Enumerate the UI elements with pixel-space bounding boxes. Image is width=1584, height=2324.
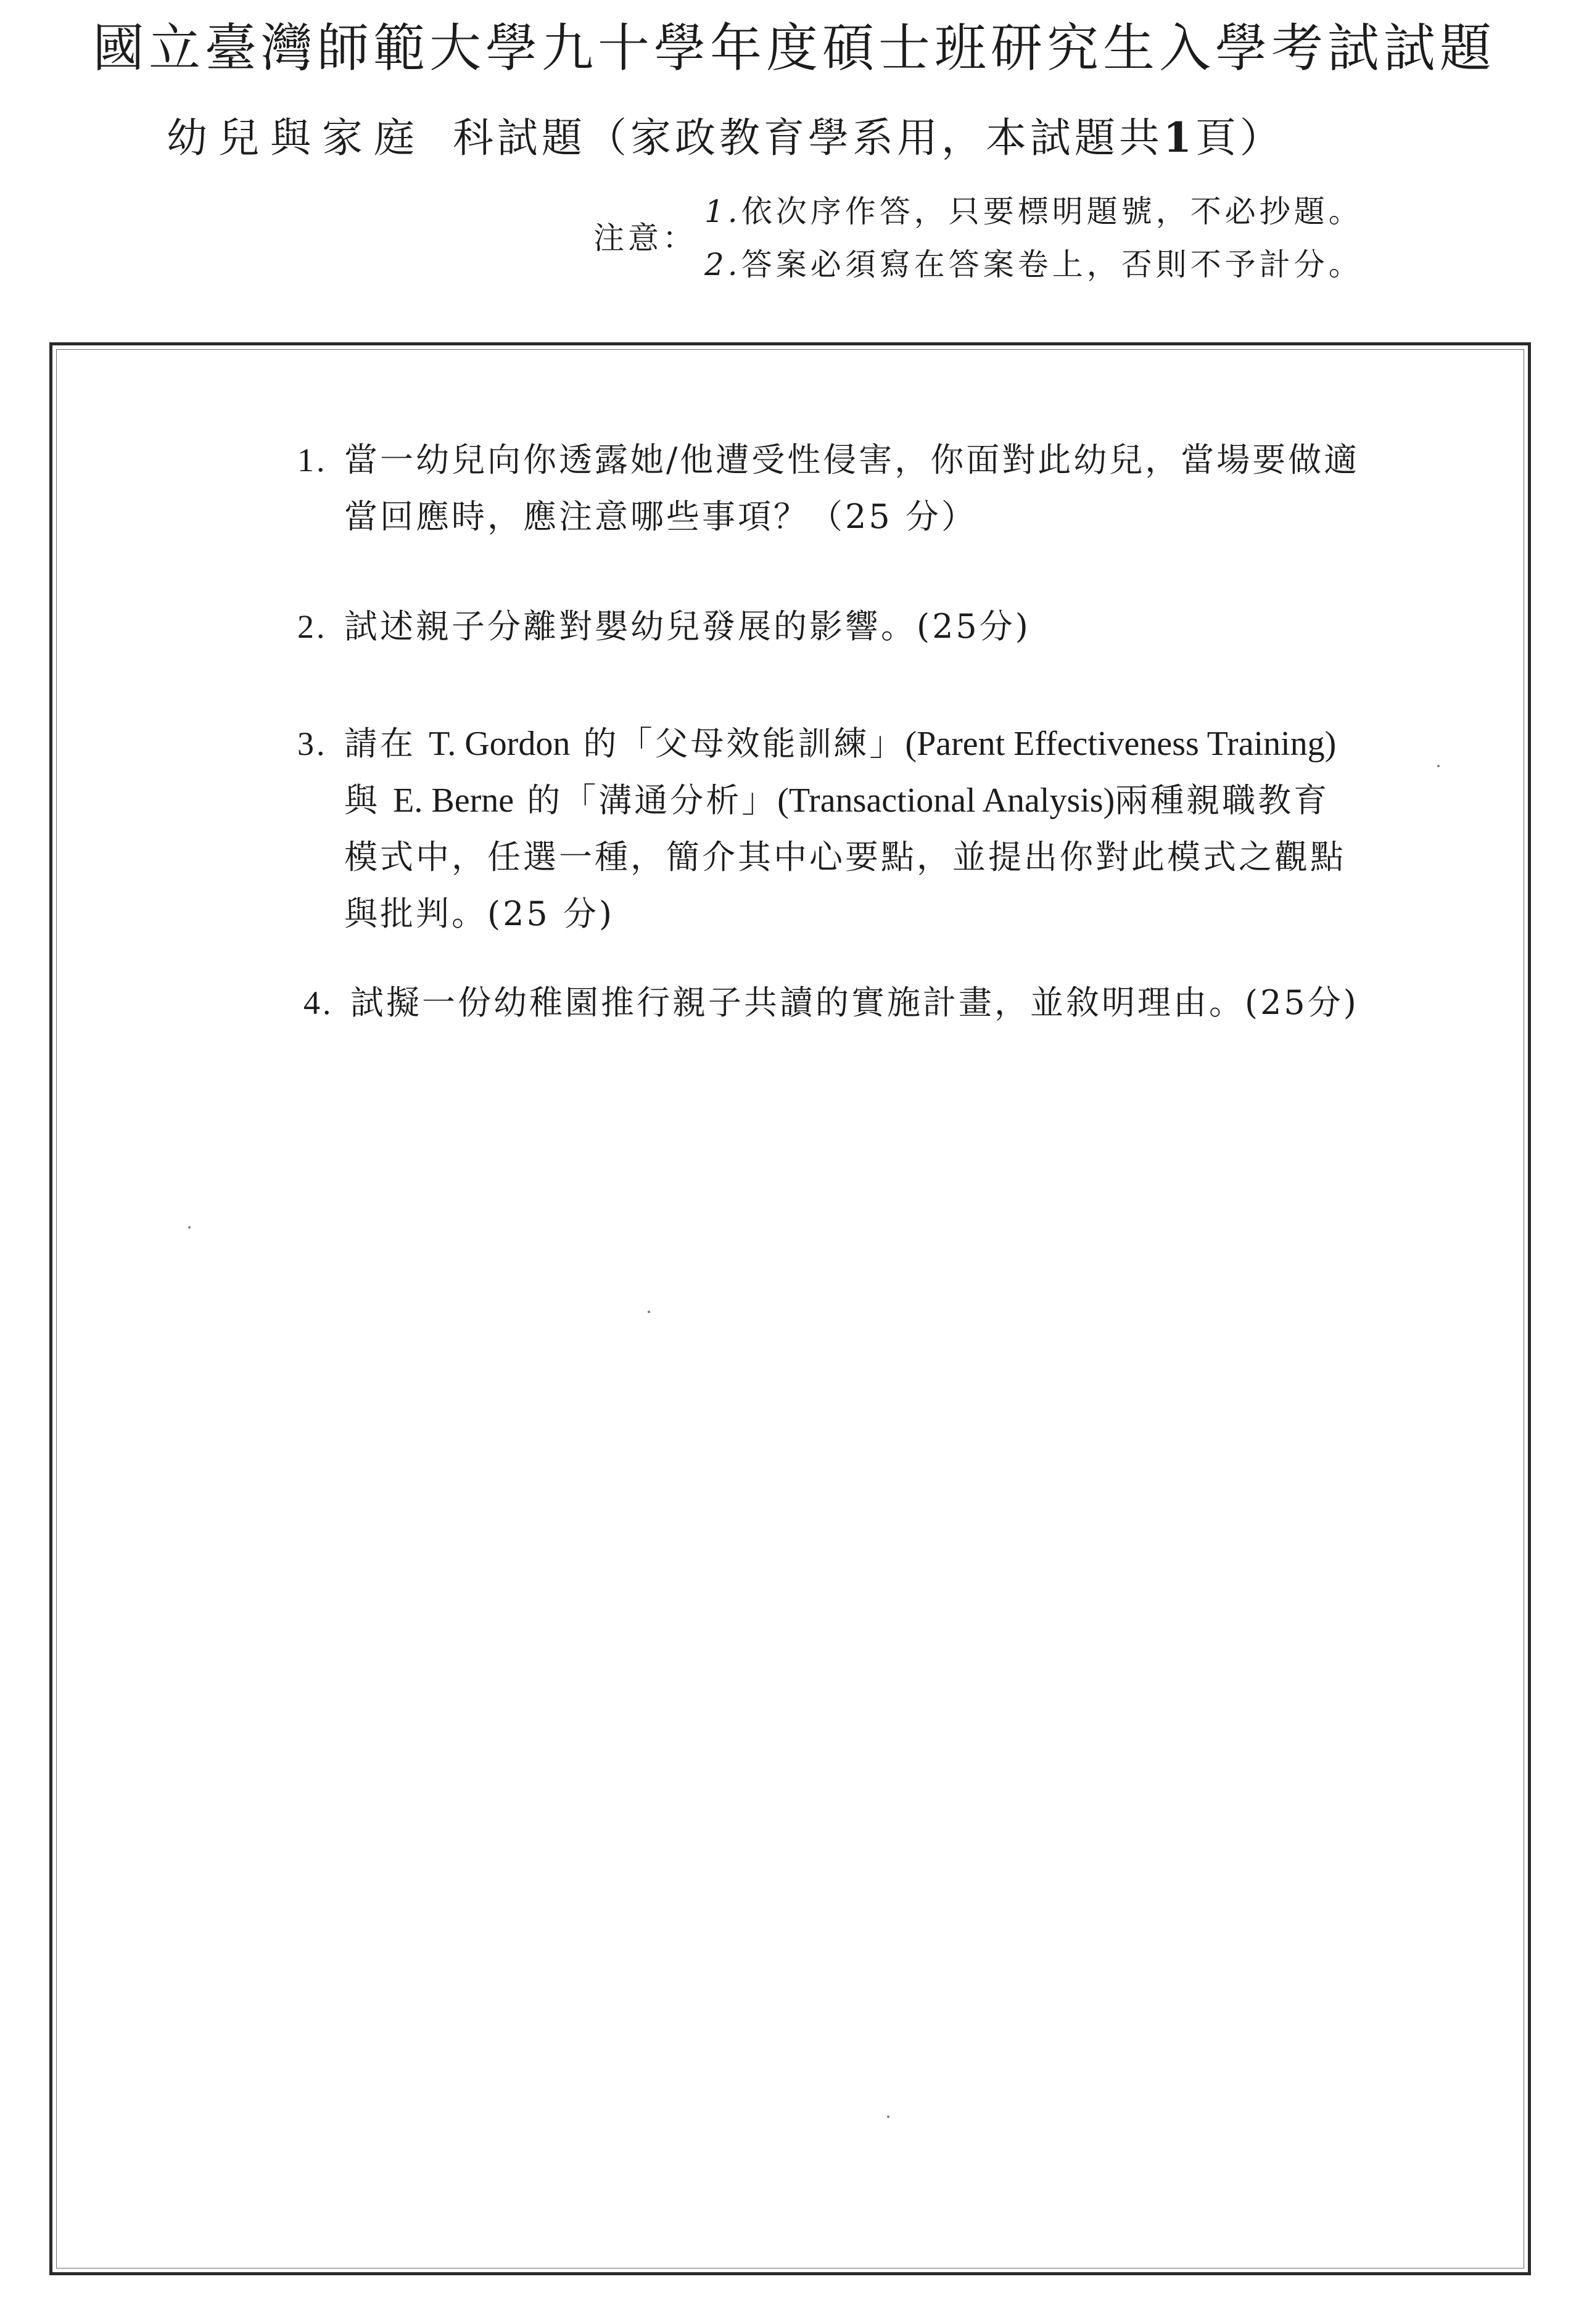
question-number: 3. [297,725,328,762]
scan-speck [188,1226,191,1229]
question-number: 1. [297,442,328,479]
question-number: 4. [303,984,334,1021]
author-name: E. Berne [393,781,514,820]
question-text: 兩種親職教育 [1115,781,1330,820]
subject-suffix: 科試題（家政教育學系用，本試題共 [453,114,1163,162]
question-1 [297,432,1359,545]
notice-items [704,185,1363,291]
notice-item [704,238,1363,291]
question-text: 試擬一份幼稚園推行親子共讀的實施計畫，並敘明理由。(25分) [350,983,1359,1022]
question-text: 與 [344,781,380,820]
question-text: 的「溝通分析」 [527,781,778,820]
scan-speck [648,1311,650,1313]
subject-name: 幼兒與家庭 [167,114,426,162]
scan-speck [1437,765,1440,767]
notice-item-text: 答案必須寫在答案卷上，否則不予計分。 [741,247,1363,282]
subject-line [167,110,1284,166]
question-text: 與批判。(25 分) [344,894,615,933]
question-text: 請在 [344,724,416,763]
question-4 [303,975,1359,1031]
page-suffix: 頁） [1195,114,1284,162]
notice-label: 注意： [593,220,697,256]
question-text: 模式中，任選一種，簡介其中心要點，並提出你對此模式之觀點 [344,838,1346,876]
author-name: T. Gordon [429,725,571,763]
question-text: 當回應時，應注意哪些事項？（25 分） [344,497,977,536]
question-number: 2. [297,608,328,645]
exam-title: 國立臺灣師範大學九十學年度碩士班研究生入學考試試題 [93,18,1496,78]
notice-item-number: 2. [704,247,741,282]
question-text: 的「父母效能訓練」 [583,724,905,763]
english-term: (Parent Effectiveness Training) [905,725,1337,763]
notice-item [704,185,1363,238]
page-count: 1 [1163,113,1195,162]
question-text: 試述親子分離對嬰幼兒發展的影響。(25分) [344,607,1031,646]
question-text: 當一幼兒向你透露她/他遭受性侵害，你面對此幼兒，當場要做適 [344,440,1360,479]
notice-item-text: 依次序作答，只要標明題號，不必抄題。 [741,194,1363,229]
question-3 [297,715,1346,942]
question-2 [297,598,1031,655]
notice-item-number: 1. [704,194,741,229]
scan-speck [887,2116,889,2118]
english-term: (Transactional Analysis) [777,781,1115,820]
